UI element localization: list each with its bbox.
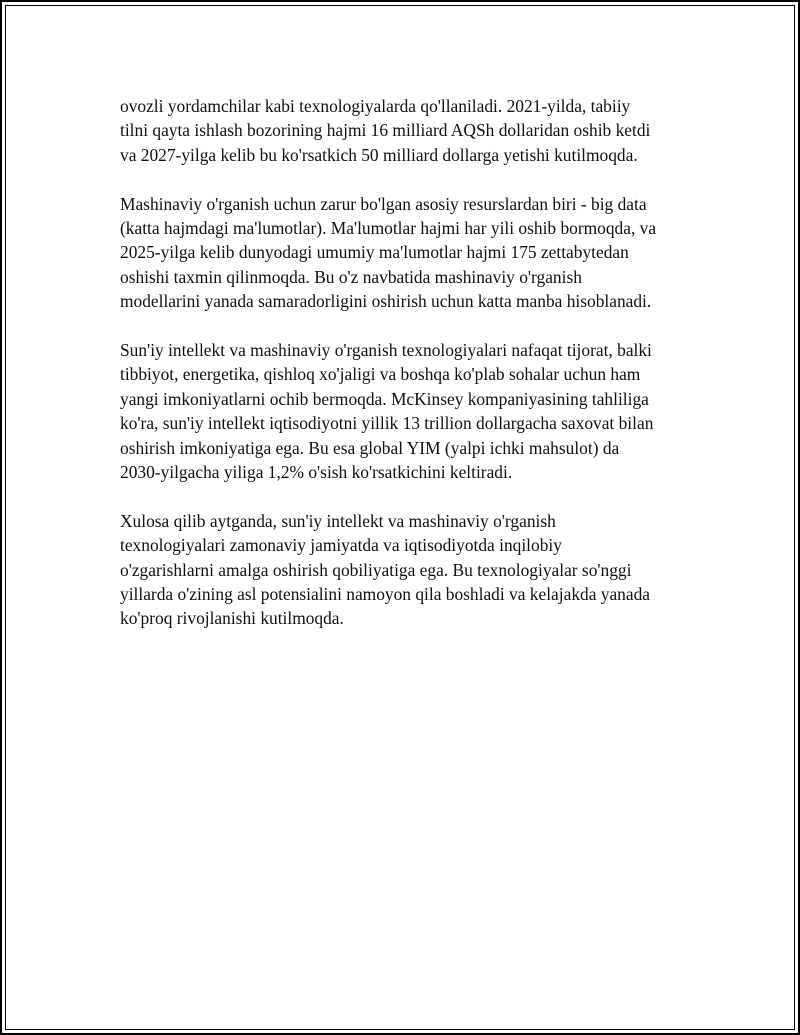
paragraph-nlp-market xyxy=(120,94,700,167)
text-line: yillarda o'zining asl potensialini namoyon qila boshladi va kelajakda yanada xyxy=(120,584,651,605)
text-line: va 2027-yilga kelib bu ko'rsatkich 50 milliard dollarga yetishi kutilmoqda. xyxy=(120,144,638,165)
text-line: yangi imkoniyatlarni ochib bermoqda. McKinsey kompaniyasining tahliliga xyxy=(120,388,649,409)
text-line: Mashinaviy o'rganish uchun zarur bo'lgan asosiy resurslardan biri - big data xyxy=(120,193,647,214)
text-line: texnologiyalari zamonaviy jamiyatda va iqtisodiyotda inqilobiy xyxy=(120,535,562,556)
text-line: ko'ra, sun'iy intellekt iqtisodiyotni yillik 13 trillion dollargacha saxovat bilan xyxy=(120,413,654,434)
paragraph-industries xyxy=(120,338,700,484)
document-body xyxy=(120,94,700,655)
text-line: oshishi taxmin qilinmoqda. Bu o'z navbatida mashinaviy o'rganish xyxy=(120,266,582,287)
text-line: tibbiyot, energetika, qishloq xo'jaligi va boshqa ko'plab sohalar uchun ham xyxy=(120,364,641,385)
paragraph-big-data xyxy=(120,192,700,314)
text-line: 2025-yilga kelib dunyodagi umumiy ma'lumotlar hajmi 175 zettabytedan xyxy=(120,242,629,263)
paragraph-conclusion xyxy=(120,509,700,631)
text-line: modellarini yanada samaradorligini oshirish uchun katta manba hisoblanadi. xyxy=(120,291,652,312)
text-line: ko'proq rivojlanishi kutilmoqda. xyxy=(120,608,344,629)
text-line: ovozli yordamchilar kabi texnologiyalarda qo'llaniladi. 2021-yilda, tabiiy xyxy=(120,96,631,116)
text-line: Sun'iy intellekt va mashinaviy o'rganish texnologiyalari nafaqat tijorat, balki xyxy=(120,340,652,361)
text-line: oshirish imkoniyatiga ega. Bu esa global YIM (yalpi ichki mahsulot) da xyxy=(120,437,620,458)
text-line: Xulosa qilib aytganda, sun'iy intellekt va mashinaviy o'rganish xyxy=(120,510,556,531)
text-line: tilni qayta ishlash bozorining hajmi 16 milliard AQSh dollaridan oshib ketdi xyxy=(120,120,651,141)
text-line: 2030-yilgacha yiliga 1,2% o'sish ko'rsatkichini keltiradi. xyxy=(120,462,513,483)
text-line: o'zgarishlarni amalga oshirish qobiliyatiga ega. Bu texnologiyalar so'nggi xyxy=(120,559,632,580)
text-line: (katta hajmdagi ma'lumotlar). Ma'lumotlar hajmi har yili oshib bormoqda, va xyxy=(120,218,657,239)
